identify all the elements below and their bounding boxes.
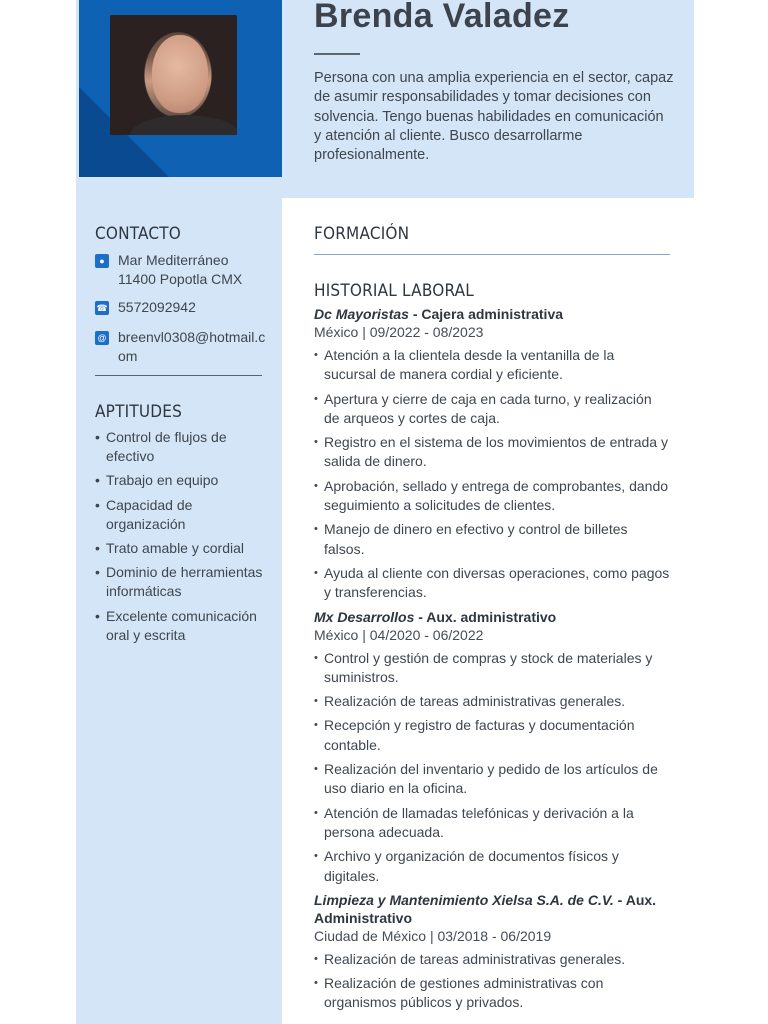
task-item: • Atención a la clientela desde la ventanilla de la sucursal de manera cordial y eficiente. [314, 346, 670, 385]
contact-phone [95, 298, 265, 318]
job-entry [314, 305, 670, 603]
resume-header [76, 0, 694, 198]
job-title: Dc Mayoristas - Cajera administrativa [314, 306, 564, 322]
skill-item: • Trabajo en equipo [95, 471, 270, 490]
work-history-heading: HISTORIAL LABORAL [314, 281, 474, 301]
job-company: Mx Desarrollos [314, 608, 415, 625]
email-address[interactable]: breenvl0308@hotmail.com [118, 329, 266, 364]
education-divider [314, 254, 670, 255]
task-item: • Realización de tareas administrativas generales. [314, 950, 670, 969]
address-line1: Mar Mediterráneo [118, 252, 229, 268]
task-item: • Recepción y registro de facturas y documentación contable. [314, 716, 670, 755]
task-item: • Manejo de dinero en efectivo y control de billetes falsos. [314, 520, 670, 559]
jobs-list [314, 305, 670, 1018]
skill-item: • Trato amable y cordial [95, 539, 270, 558]
job-title: Mx Desarrollos - Aux. administrativo [314, 608, 557, 625]
education-heading: FORMACIÓN [314, 224, 410, 244]
photo-frame [79, 0, 282, 177]
task-item: • Atención de llamadas telefónicas y derivación a la persona adecuada. [314, 804, 670, 843]
job-entry [314, 891, 670, 1013]
contact-heading: CONTACTO [95, 224, 181, 244]
skill-item: • Control de flujos de efectivo [95, 428, 270, 466]
email-icon: @ [95, 331, 109, 345]
skill-item: • Capacidad de organización [95, 496, 270, 534]
profile-summary: Persona con una amplia experiencia en el sector, capaz de asumir responsabilidades y tomar decisiones con solvencia. Tengo buenas habilidades en comunicación y atención al cliente. Busco desarrollarme profesionalmente. [314, 70, 674, 164]
job-location-dates: México | 09/2022 - 08/2023 [314, 324, 484, 340]
task-item: • Registro en el sistema de los movimientos de entrada y salida de dinero. [314, 433, 670, 472]
job-location-dates: Ciudad de México | 03/2018 - 06/2019 [314, 927, 552, 944]
resume-page [76, 0, 694, 1024]
task-item: • Control y gestión de compras y stock de materiales y suministros. [314, 649, 670, 688]
address-line2: 11400 Popotla CMX [118, 271, 243, 287]
job-company: Dc Mayoristas [314, 306, 409, 322]
job-tasks [314, 346, 670, 603]
phone-number[interactable]: 5572092942 [118, 299, 196, 315]
task-item: • Apertura y cierre de caja en cada turno, y realización de arqueos y cortes de caja. [314, 390, 670, 429]
profile-photo [110, 15, 237, 135]
task-item: • Realización del inventario y pedido de los artículos de uso diario en la oficina. [314, 760, 670, 799]
job-tasks [314, 649, 670, 886]
job-location-dates: México | 04/2020 - 06/2022 [314, 626, 484, 643]
sidebar [76, 198, 282, 1024]
contact-divider [95, 375, 262, 376]
skill-item: • Excelente comunicación oral y escrita [95, 607, 270, 645]
task-item: • Realización de gestiones administrativas con organismos públicos y privados. [314, 974, 670, 1013]
contact-email [95, 328, 265, 368]
candidate-name: Brenda Valadez [314, 0, 570, 35]
job-role: Aux. administrativo [426, 608, 557, 625]
job-company: Limpieza y Mantenimiento Xielsa S.A. de C.V. [314, 891, 614, 908]
skills-heading: APTITUDES [95, 402, 183, 422]
contact-address [95, 251, 265, 291]
skills-list [95, 428, 270, 650]
job-tasks [314, 950, 670, 1013]
name-divider [314, 53, 360, 55]
skill-item: • Dominio de herramientas informáticas [95, 563, 270, 601]
job-role: Aux. Administrativo [314, 891, 657, 926]
task-item: • Archivo y organización de documentos físicos y digitales. [314, 847, 670, 886]
job-title: Limpieza y Mantenimiento Xielsa S.A. de C.V. - Aux. Administrativo [314, 891, 657, 926]
task-item: • Aprobación, sellado y entrega de comprobantes, dando seguimiento a solicitudes de clientes. [314, 477, 670, 516]
job-entry [314, 608, 670, 886]
location-icon: ● [95, 254, 109, 268]
job-role: Cajera administrativa [421, 306, 564, 322]
task-item: • Ayuda al cliente con diversas operaciones, como pagos y transferencias. [314, 564, 670, 603]
task-item: • Realización de tareas administrativas generales. [314, 692, 670, 711]
phone-icon: ☎ [96, 303, 108, 313]
